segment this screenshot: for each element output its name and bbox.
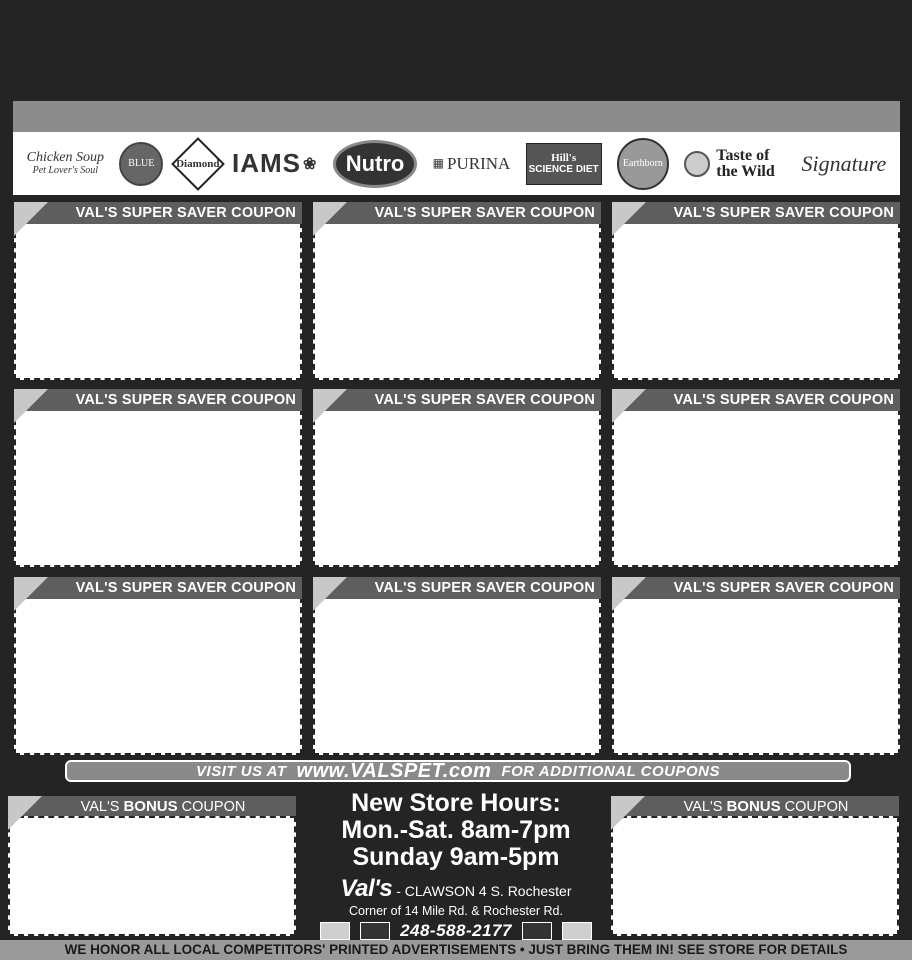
blue-buffalo-logo — [119, 142, 163, 186]
hills-science-diet-logo — [526, 143, 602, 185]
bonus-body — [611, 816, 899, 936]
bonus-title-post: COUPON — [181, 799, 246, 815]
bonus-title-post: COUPON — [784, 799, 849, 815]
discover-card-icon — [360, 922, 390, 940]
bonus-title-bold: BONUS — [123, 798, 178, 815]
coupon-9[interactable] — [612, 577, 900, 755]
coupon-8[interactable] — [313, 577, 601, 755]
payment-phone-row — [302, 921, 610, 941]
visit-prefix: VISIT US AT — [196, 762, 287, 780]
taste-of-the-wild-logo — [684, 148, 786, 180]
coupon-1[interactable] — [14, 202, 302, 380]
signature-logo — [802, 151, 887, 177]
iams-logo-text: IAMS — [231, 148, 301, 178]
weekday-hours: Mon.-Sat. 8am-7pm — [341, 816, 571, 844]
visa-card-icon — [562, 922, 592, 940]
coupon-2[interactable] — [313, 202, 601, 380]
store-hours-headline: New Store Hours: — [351, 789, 561, 817]
store-hours-panel — [302, 790, 610, 938]
coupon-corner — [313, 577, 347, 611]
bonus-coupon-left[interactable] — [8, 796, 296, 936]
diamond-logo — [171, 137, 225, 191]
diamond-logo-text: Diamond — [175, 157, 220, 170]
earthborn-logo-text: Earthborn — [622, 158, 663, 169]
coupon-title: VAL'S SUPER SAVER COUPON — [673, 392, 894, 408]
coupon-body — [14, 222, 302, 380]
nutro-logo — [333, 140, 418, 188]
coupon-body — [612, 597, 900, 755]
bonus-title-pre: VAL'S — [80, 799, 120, 815]
paw-icon: ❀ — [302, 155, 318, 173]
coupon-body — [612, 409, 900, 567]
brand-logo-bar — [13, 132, 900, 195]
visit-suffix: FOR ADDITIONAL COUPONS — [501, 762, 720, 780]
coupon-3[interactable] — [612, 202, 900, 380]
coupon-title: VAL'S SUPER SAVER COUPON — [75, 205, 296, 221]
coupon-body — [14, 597, 302, 755]
signature-logo-text: Signature — [801, 150, 887, 176]
coupon-corner — [612, 389, 646, 423]
mastercard-icon — [522, 922, 552, 940]
seal-icon — [684, 151, 710, 177]
store-location-row — [302, 875, 610, 903]
coupon-body — [612, 222, 900, 380]
coupon-corner — [313, 389, 347, 423]
coupon-title: VAL'S SUPER SAVER COUPON — [75, 580, 296, 596]
chicken-soup-logo — [27, 151, 104, 177]
bonus-title-pre: VAL'S — [683, 799, 723, 815]
coupon-corner — [14, 202, 48, 236]
bonus-title-bold: BONUS — [726, 798, 781, 815]
coupon-title: VAL'S SUPER SAVER COUPON — [75, 392, 296, 408]
chicken-soup-subtext: Pet Lover's Soul — [32, 164, 99, 176]
coupon-corner — [612, 577, 646, 611]
coupon-title: VAL'S SUPER SAVER COUPON — [374, 392, 595, 408]
vals-logo: Val's — [340, 875, 393, 902]
coupon-body — [313, 222, 601, 380]
coupon-title: VAL'S SUPER SAVER COUPON — [673, 205, 894, 221]
purina-logo-text: PURINA — [447, 153, 511, 173]
coupon-body — [313, 597, 601, 755]
bonus-title — [8, 798, 296, 815]
coupon-corner — [313, 202, 347, 236]
top-grey-band — [13, 101, 900, 132]
coupon-title: VAL'S SUPER SAVER COUPON — [374, 580, 595, 596]
coupon-4[interactable] — [14, 389, 302, 567]
coupon-title: VAL'S SUPER SAVER COUPON — [673, 580, 894, 596]
coupon-6[interactable] — [612, 389, 900, 567]
coupon-body — [14, 409, 302, 567]
store-location: - CLAWSON 4 S. Rochester — [396, 883, 572, 899]
bonus-coupon-right[interactable] — [611, 796, 899, 936]
coupon-corner — [14, 389, 48, 423]
sunday-hours: Sunday 9am-5pm — [352, 843, 560, 871]
blue-logo-text: BLUE — [128, 158, 155, 169]
chicken-soup-text: Chicken Soup — [26, 149, 105, 165]
coupon-5[interactable] — [313, 389, 601, 567]
visit-website-banner[interactable] — [65, 760, 851, 782]
earthborn-logo — [617, 138, 669, 190]
website-link[interactable]: www.VALSPET.com — [296, 759, 492, 782]
cross-streets: Corner of 14 Mile Rd. & Rochester Rd. — [349, 904, 563, 918]
nutro-logo-text: Nutro — [345, 150, 405, 176]
bonus-title — [611, 798, 899, 815]
coupon-corner — [14, 577, 48, 611]
coupon-7[interactable] — [14, 577, 302, 755]
iams-logo — [232, 148, 317, 179]
footer-disclaimer: WE HONOR ALL LOCAL COMPETITORS' PRINTED ADVERTISEMENTS • JUST BRING THEM IN! SEE STORE FOR DETAILS — [0, 940, 912, 960]
phone-number[interactable]: 248-588-2177 — [400, 921, 512, 940]
taste-of-the-wild-text: Taste of the Wild — [716, 146, 775, 180]
coupon-corner — [612, 202, 646, 236]
coupon-body — [313, 409, 601, 567]
science-diet-logo-text: SCIENCE DIET — [528, 164, 599, 175]
bonus-body — [8, 816, 296, 936]
checkerboard-icon: ▦ — [432, 156, 444, 170]
coupon-title: VAL'S SUPER SAVER COUPON — [374, 205, 595, 221]
purina-logo — [433, 154, 511, 174]
amex-card-icon — [320, 922, 350, 940]
hills-logo-text: Hill's — [551, 152, 577, 164]
